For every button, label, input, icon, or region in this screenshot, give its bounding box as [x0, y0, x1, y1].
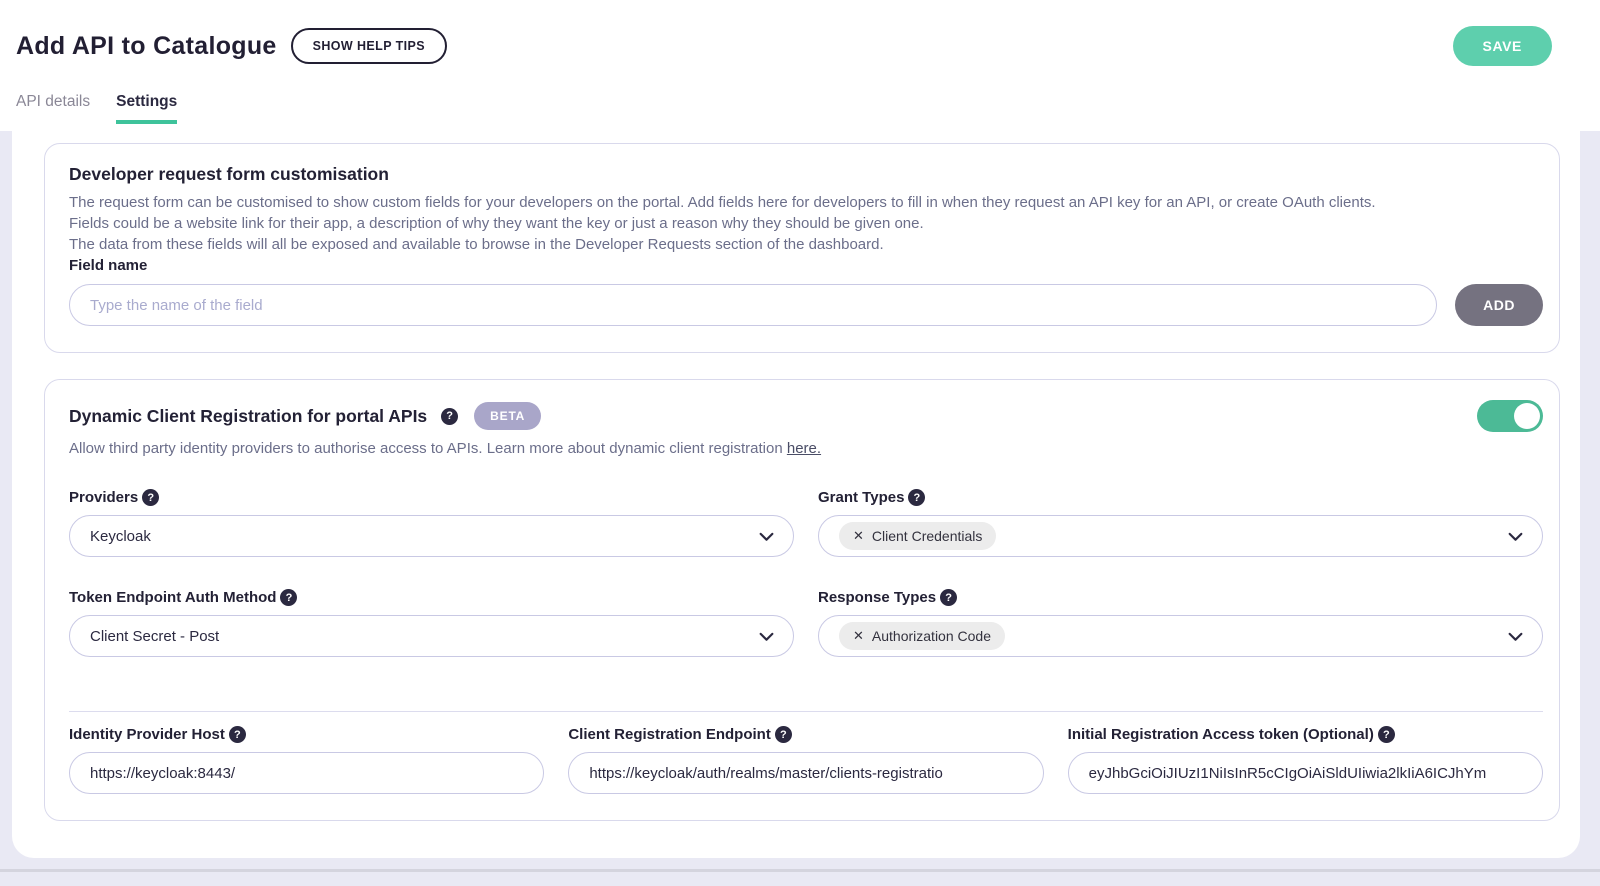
reg-endpoint-field: [568, 726, 1043, 794]
response-types-label: [818, 589, 1543, 606]
initial-token-field: [1068, 726, 1543, 794]
idp-host-input[interactable]: [69, 752, 544, 794]
title-row: [16, 26, 1576, 66]
page-header: [0, 0, 1600, 131]
help-icon[interactable]: [229, 726, 246, 743]
request-form-card: [44, 143, 1560, 353]
toggle-knob: [1514, 403, 1540, 429]
remove-chip-icon[interactable]: [853, 528, 864, 544]
grant-types-chip-text: Client Credentials: [871, 528, 983, 544]
providers-label: [69, 489, 794, 506]
grant-types-select[interactable]: [818, 515, 1543, 557]
reg-endpoint-label: [568, 726, 1043, 743]
dcr-toggle[interactable]: [1477, 400, 1543, 432]
idp-host-label-text: Identity Provider Host: [69, 726, 225, 743]
dcr-description: [69, 440, 1543, 457]
help-icon[interactable]: [280, 589, 297, 606]
dcr-description-text: Allow third party identity providers to authorise access to APIs. Learn more about dynamic client registration: [69, 440, 787, 457]
token-auth-label-text: Token Endpoint Auth Method: [69, 589, 277, 606]
initial-token-label-text: Initial Registration Access token (Optional): [1067, 726, 1374, 743]
initial-token-input[interactable]: [1068, 752, 1543, 794]
remove-chip-icon[interactable]: [853, 628, 864, 644]
providers-value: Keycloak: [90, 527, 151, 545]
grant-types-label-text: Grant Types: [818, 489, 905, 506]
save-button[interactable]: SAVE: [1453, 26, 1553, 66]
dcr-row-3: [69, 726, 1543, 794]
request-form-description: [69, 192, 1543, 255]
idp-host-label: [69, 726, 544, 743]
field-name-row: [69, 284, 1543, 326]
token-auth-label: [69, 589, 794, 606]
token-auth-select[interactable]: [69, 615, 794, 657]
token-auth-field: [69, 589, 794, 657]
dcr-card: [44, 379, 1560, 821]
main-area: [0, 131, 1600, 872]
dcr-row-2: [69, 589, 1543, 657]
help-icon[interactable]: [142, 489, 159, 506]
section-divider: [69, 711, 1543, 712]
help-icon[interactable]: [1378, 726, 1395, 743]
token-auth-value: Client Secret - Post: [90, 627, 220, 645]
page-title: Add API to Catalogue: [16, 31, 277, 60]
response-types-label-text: Response Types: [818, 589, 937, 606]
tab-bar: [16, 93, 1576, 124]
chevron-down-icon: [1507, 628, 1524, 645]
dcr-learn-more-link[interactable]: here.: [786, 440, 822, 457]
grant-types-field: [818, 489, 1543, 557]
reg-endpoint-label-text: Client Registration Endpoint: [568, 726, 771, 743]
help-icon[interactable]: [940, 589, 957, 606]
request-form-description-line: Fields could be a website link for their app, a description of why they want the key or just a reason why they should be given one.: [69, 215, 924, 232]
response-types-chip-text: Authorization Code: [871, 628, 991, 644]
tab-api-details[interactable]: API details: [16, 93, 91, 110]
request-form-description-line: The request form can be customised to show custom fields for your developers on the portal. Add fields here for developers to fill in when they request an API key for an API, or create OAuth clients.: [69, 194, 1376, 211]
help-icon[interactable]: [908, 489, 925, 506]
dcr-row-1: [69, 489, 1543, 557]
content-panel: [12, 131, 1580, 858]
chevron-down-icon: [1507, 528, 1524, 545]
response-types-field: [818, 589, 1543, 657]
show-help-tips-button[interactable]: SHOW HELP TIPS: [291, 28, 447, 64]
dcr-card-title: Dynamic Client Registration for portal APIs: [69, 405, 428, 426]
reg-endpoint-input[interactable]: [568, 752, 1043, 794]
grant-types-chip: [839, 522, 996, 550]
chevron-down-icon: [758, 628, 775, 645]
add-field-button[interactable]: ADD: [1455, 284, 1543, 326]
response-types-chip: [839, 622, 1005, 650]
grant-types-label: [818, 489, 1543, 506]
help-icon[interactable]: [775, 726, 792, 743]
providers-select[interactable]: [69, 515, 794, 557]
window-bottom-edge: [0, 869, 1600, 872]
request-form-card-title: Developer request form customisation: [69, 164, 389, 184]
field-name-input[interactable]: [69, 284, 1437, 326]
providers-field: [69, 489, 794, 557]
providers-label-text: Providers: [69, 489, 139, 506]
initial-token-label: [1068, 726, 1543, 743]
response-types-select[interactable]: [818, 615, 1543, 657]
idp-host-field: [69, 726, 544, 794]
chevron-down-icon: [758, 528, 775, 545]
tab-settings[interactable]: Settings: [116, 93, 177, 124]
dcr-header: [69, 400, 1543, 432]
request-form-description-line: The data from these fields will all be exposed and available to browse in the Developer Requests section of the dashboard.: [69, 236, 884, 253]
field-name-label: Field name: [69, 257, 148, 274]
beta-badge: BETA: [474, 402, 541, 430]
help-icon[interactable]: [441, 408, 458, 425]
